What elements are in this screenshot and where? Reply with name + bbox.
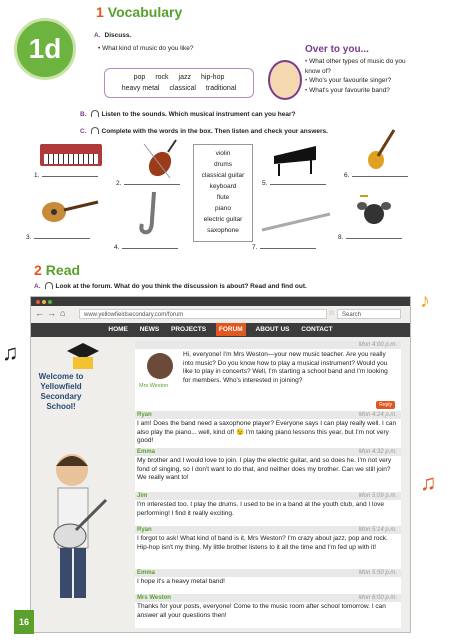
exercise-text: Look at the forum. What do you think the discussion is about? Read and find out. xyxy=(55,283,307,290)
classical-guitar-icon xyxy=(40,196,100,224)
genre-item: jazz xyxy=(178,74,191,81)
post-time: Mon 5:14 p.m. xyxy=(358,527,397,533)
genre-item: traditional xyxy=(205,85,237,92)
exercise-a-bullet: • What kind of music do you like? xyxy=(98,45,194,52)
genre-item: hip-hop xyxy=(201,74,225,81)
answer-blank-3[interactable] xyxy=(26,234,90,241)
post-author: Jim xyxy=(137,493,148,499)
music-note-icon: ♪ xyxy=(420,290,430,312)
word-box-item: electric guitar xyxy=(203,216,243,223)
post-time: Mon 4:24 p.m. xyxy=(358,412,397,418)
genre-item: heavy metal xyxy=(121,85,160,92)
page-number: 16 xyxy=(14,610,34,634)
blank-number: 1. xyxy=(34,172,40,179)
forum-content xyxy=(135,341,401,628)
music-note-icon: ♫ xyxy=(420,470,437,495)
headphones-icon xyxy=(91,127,99,134)
post-time: Mon 4:00 p.m. xyxy=(358,342,397,348)
exercise-c xyxy=(80,127,328,135)
section-read-title xyxy=(34,262,80,278)
site-nav xyxy=(31,323,410,337)
browser-titlebar xyxy=(31,297,410,306)
teacher-label: Mrs Weston xyxy=(139,383,169,389)
over-to-you-item: • Who's your favourite singer? xyxy=(305,76,415,86)
post-text: I forgot to ask! What kind of band is it, Mrs Weston? I'm crazy about jazz, pop and rock. Hip-hop isn't my thing. My little brother listens to it all the time and I'm fed up with it! xyxy=(137,535,388,551)
post-author xyxy=(135,342,137,348)
post-author: Emma xyxy=(137,570,156,576)
violin-icon xyxy=(140,138,178,180)
section-title-text: Read xyxy=(45,262,81,278)
post-text: I hope it's a heavy metal band! xyxy=(137,578,225,585)
exercise-label: A. xyxy=(94,32,101,39)
word-box-item: classical guitar xyxy=(201,172,245,179)
piano-icon xyxy=(270,138,320,178)
section-number: 2 xyxy=(34,262,42,278)
boy-guitar-illustration xyxy=(40,440,110,600)
electric-guitar-icon xyxy=(366,128,396,170)
post-author: Emma xyxy=(137,449,156,455)
exercise-text: Discuss. xyxy=(104,32,132,39)
blank-number: 5. xyxy=(262,180,268,187)
answer-blank-5[interactable] xyxy=(262,180,326,187)
blank-number: 2. xyxy=(116,180,122,187)
post-time: Mon 4:32 p.m. xyxy=(358,449,397,455)
post-header xyxy=(135,341,401,349)
forward-arrow-icon[interactable]: → xyxy=(47,308,56,318)
over-to-you-item: • What's your favourite band? xyxy=(305,86,415,96)
answer-blank-1[interactable] xyxy=(34,172,98,179)
post-author: Mrs Weston xyxy=(137,595,171,601)
answer-blank-8[interactable] xyxy=(338,234,402,241)
blank-number: 7. xyxy=(252,244,258,251)
maximize-dot-icon[interactable] xyxy=(48,300,52,304)
answer-blank-7[interactable] xyxy=(252,244,316,251)
keyboard-icon xyxy=(40,144,102,166)
nav-contact[interactable]: CONTACT xyxy=(301,326,333,333)
post-header xyxy=(135,594,401,602)
post-header xyxy=(135,411,401,419)
flute-icon xyxy=(260,212,332,232)
unit-badge xyxy=(14,18,76,80)
post-text: I'm interested too. I play the drums. I used to be in a band at the youth club, and I love performing! I find it really exciting. xyxy=(137,501,384,517)
word-box xyxy=(193,144,253,242)
headphones-icon xyxy=(45,282,53,289)
over-to-you-list xyxy=(305,57,415,95)
blank-number: 4. xyxy=(114,244,120,251)
post-header xyxy=(135,492,401,500)
blank-number: 3. xyxy=(26,234,32,241)
post-time: Mon 5:50 p.m. xyxy=(358,570,397,576)
nav-news[interactable]: NEWS xyxy=(139,326,160,333)
read-exercise-a xyxy=(34,282,307,290)
exercise-label: C. xyxy=(80,128,87,135)
nav-projects[interactable]: PROJECTS xyxy=(171,326,207,333)
exercise-label: B. xyxy=(80,111,87,118)
answer-blank-4[interactable] xyxy=(114,244,178,251)
music-note-icon: ♫ xyxy=(2,340,19,365)
word-box-item: drums xyxy=(213,161,233,168)
girl-headphones-icon xyxy=(268,60,302,100)
genre-item: rock xyxy=(155,74,169,81)
section-title-text: Vocabulary xyxy=(107,4,183,20)
blank-number: 8. xyxy=(338,234,344,241)
word-box-item: flute xyxy=(216,194,230,201)
nav-forum[interactable]: FORUM xyxy=(216,323,246,336)
avatar xyxy=(147,353,173,379)
headphones-icon xyxy=(91,110,99,117)
drums-icon xyxy=(356,192,392,226)
answer-blank-2[interactable] xyxy=(116,180,180,187)
exercise-a xyxy=(94,32,131,39)
nav-about-us[interactable]: ABOUT US xyxy=(255,326,290,333)
word-box-item: keyboard xyxy=(209,183,237,190)
reply-button[interactable]: Reply xyxy=(376,401,395,409)
address-bar[interactable]: www.yellowfieldsecondary.com/forum xyxy=(79,309,327,319)
blank-number: 6. xyxy=(344,172,350,179)
welcome-heading: Welcome to Yellowfield Secondary School! xyxy=(38,372,84,411)
star-icon[interactable]: ☆ xyxy=(328,308,336,317)
back-arrow-icon[interactable]: ← xyxy=(35,308,44,318)
close-dot-icon[interactable] xyxy=(36,300,40,304)
word-box-item: violin xyxy=(215,150,231,157)
genre-item: pop xyxy=(133,74,146,81)
post-header xyxy=(135,569,401,577)
post-time: Mon 5:09 p.m. xyxy=(358,493,397,499)
exercise-b xyxy=(80,110,295,118)
over-to-you-item: • What other types of music do you know of? xyxy=(305,57,415,76)
word-box-item: piano xyxy=(215,205,231,212)
post-author: Ryan xyxy=(137,412,152,418)
genre-item: classical xyxy=(169,85,196,92)
section-number: 1 xyxy=(96,4,104,20)
genre-box xyxy=(104,68,254,98)
over-to-you-title: Over to you... xyxy=(305,44,369,55)
post-text: Hi, everyone! I'm Mrs Weston—your new music teacher. Are you really into music? Do you know how to play a musical instrument? Would you like to play in concerts? Well, I'm starting a school band and I'm looking for members. Who's interested in joining? xyxy=(183,351,388,384)
saxophone-icon xyxy=(138,190,164,238)
post-text: My brother and I would love to join. I play the electric guitar, and so does he. I'm not very fond of singing, so I don't want to do that, and neither does my brother. Can we still join? We really want to! xyxy=(137,457,392,481)
post-text: I am! Does the band need a saxophone player? Everyone says I can play really well. I can also play the piano... well, kind of! 😉 I'm taking piano lessons this year, but I'm not very good! xyxy=(137,420,397,444)
exercise-label: A. xyxy=(34,283,41,290)
exercise-text: Listen to the sounds. Which musical instrument can you hear? xyxy=(101,111,296,118)
school-logo-icon xyxy=(65,341,101,371)
section-vocabulary-title xyxy=(96,4,182,20)
answer-blank-6[interactable] xyxy=(344,172,408,179)
word-box-item: saxophone xyxy=(207,227,239,234)
post-time: Mon 6:00 p.m. xyxy=(358,595,397,601)
unit-label: 1d xyxy=(28,33,62,64)
nav-home[interactable]: HOME xyxy=(108,326,128,333)
exercise-text: Complete with the words in the box. Then listen and check your answers. xyxy=(101,128,328,135)
minimize-dot-icon[interactable] xyxy=(42,300,46,304)
search-input[interactable]: Search xyxy=(337,309,401,319)
post-text: Thanks for your posts, everyone! Come to the music room after school tomorrow. I can answer all your questions then! xyxy=(137,603,386,619)
post-header xyxy=(135,526,401,534)
post-author: Ryan xyxy=(137,527,152,533)
post-header xyxy=(135,448,401,456)
home-icon[interactable]: ⌂ xyxy=(60,308,66,318)
